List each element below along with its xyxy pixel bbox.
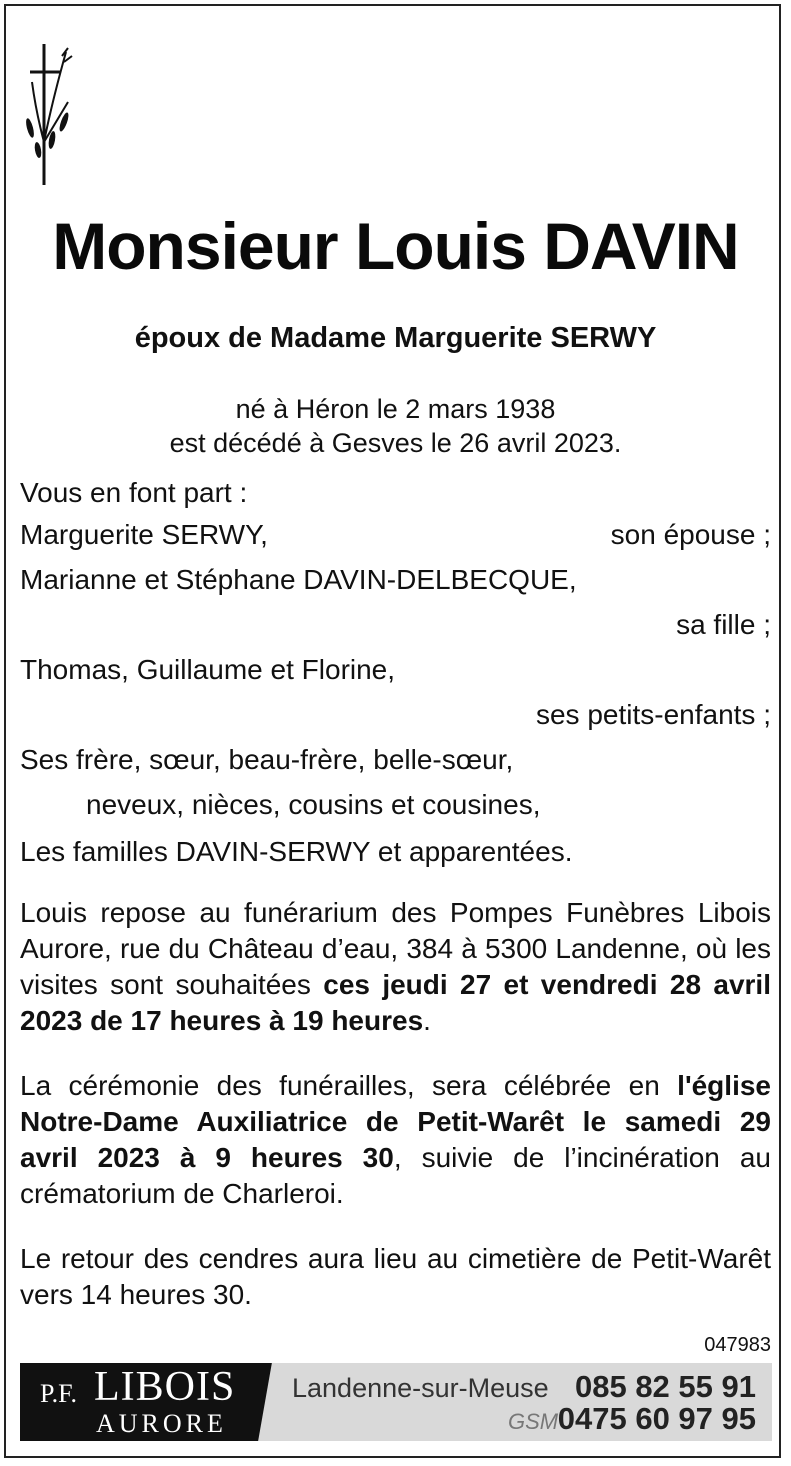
family-intro: Vous en font part :	[20, 477, 248, 508]
spouse-subtitle: époux de Madame Marguerite SERWY	[134, 322, 657, 354]
banner-city: Landenne-sur-Meuse	[292, 1373, 549, 1403]
logo-brand: LIBOIS	[94, 1364, 236, 1410]
ashes-paragraph: Le retour des cendres aura lieu au cimetière de Petit-Warêt vers 14 heures 30.	[20, 1243, 771, 1310]
siblings-line-2: neveux, nièces, cousins et cousines,	[86, 789, 541, 820]
visitation-dates: ces jeudi 27 et vendredi 28 avril 2023 de 17 heures à 19 heures	[20, 969, 771, 1036]
spouse-name: Marguerite SERWY,	[20, 519, 268, 550]
visitation-text: Louis repose au funérarium des Pompes Funèbres Libois Aurore, rue du Château d’eau, 384 à 5300 Landenne, où les visites sont souhaitées	[20, 897, 771, 1000]
logo-brand-sub: AURORE	[96, 1409, 227, 1438]
funeral-home-banner	[20, 1363, 772, 1441]
logo-pf: P.F.	[40, 1379, 77, 1408]
banner-gsm-label: GSM	[508, 1409, 559, 1434]
birth-line: né à Héron le 2 mars 1938	[235, 394, 556, 424]
death-line: est décédé à Gesves le 26 avril 2023.	[169, 428, 622, 458]
daughter-name: Marianne et Stéphane DAVIN-DELBECQUE,	[20, 564, 577, 595]
visitation-end: .	[423, 1005, 431, 1036]
banner-gsm-phone: 0475 60 97 95	[557, 1401, 756, 1436]
ceremony-paragraph	[20, 1068, 771, 1212]
families-line: Les familles DAVIN-SERWY et apparentées.	[20, 836, 573, 867]
banner-phone: 085 82 55 91	[574, 1369, 756, 1404]
grandchildren-relation: ses petits-enfants ;	[535, 699, 771, 730]
libois-aurore-logo	[20, 1363, 272, 1441]
ceremony-end: , suivie de l’incinération au crématorium de Charleroi.	[20, 1142, 771, 1209]
deceased-name: Monsieur Louis DAVIN	[52, 209, 739, 283]
ceremony-text: La cérémonie des funérailles, sera célébrée en	[20, 1070, 678, 1101]
grandchildren-name: Thomas, Guillaume et Florine,	[20, 654, 396, 685]
cross-with-wheat-icon	[22, 42, 74, 187]
siblings-line-1: Ses frère, sœur, beau-frère, belle-sœur,	[20, 744, 514, 775]
birth-death-block	[0, 392, 791, 460]
daughter-relation: sa fille ;	[676, 609, 771, 640]
reference-number: 047983	[704, 1334, 771, 1356]
visitation-paragraph	[20, 895, 771, 1039]
ceremony-details: l'église Notre-Dame Auxiliatrice de Petit-Warêt le samedi 29 avril 2023 à 9 heures 30	[20, 1070, 771, 1173]
spouse-relation: son épouse ;	[610, 519, 771, 550]
